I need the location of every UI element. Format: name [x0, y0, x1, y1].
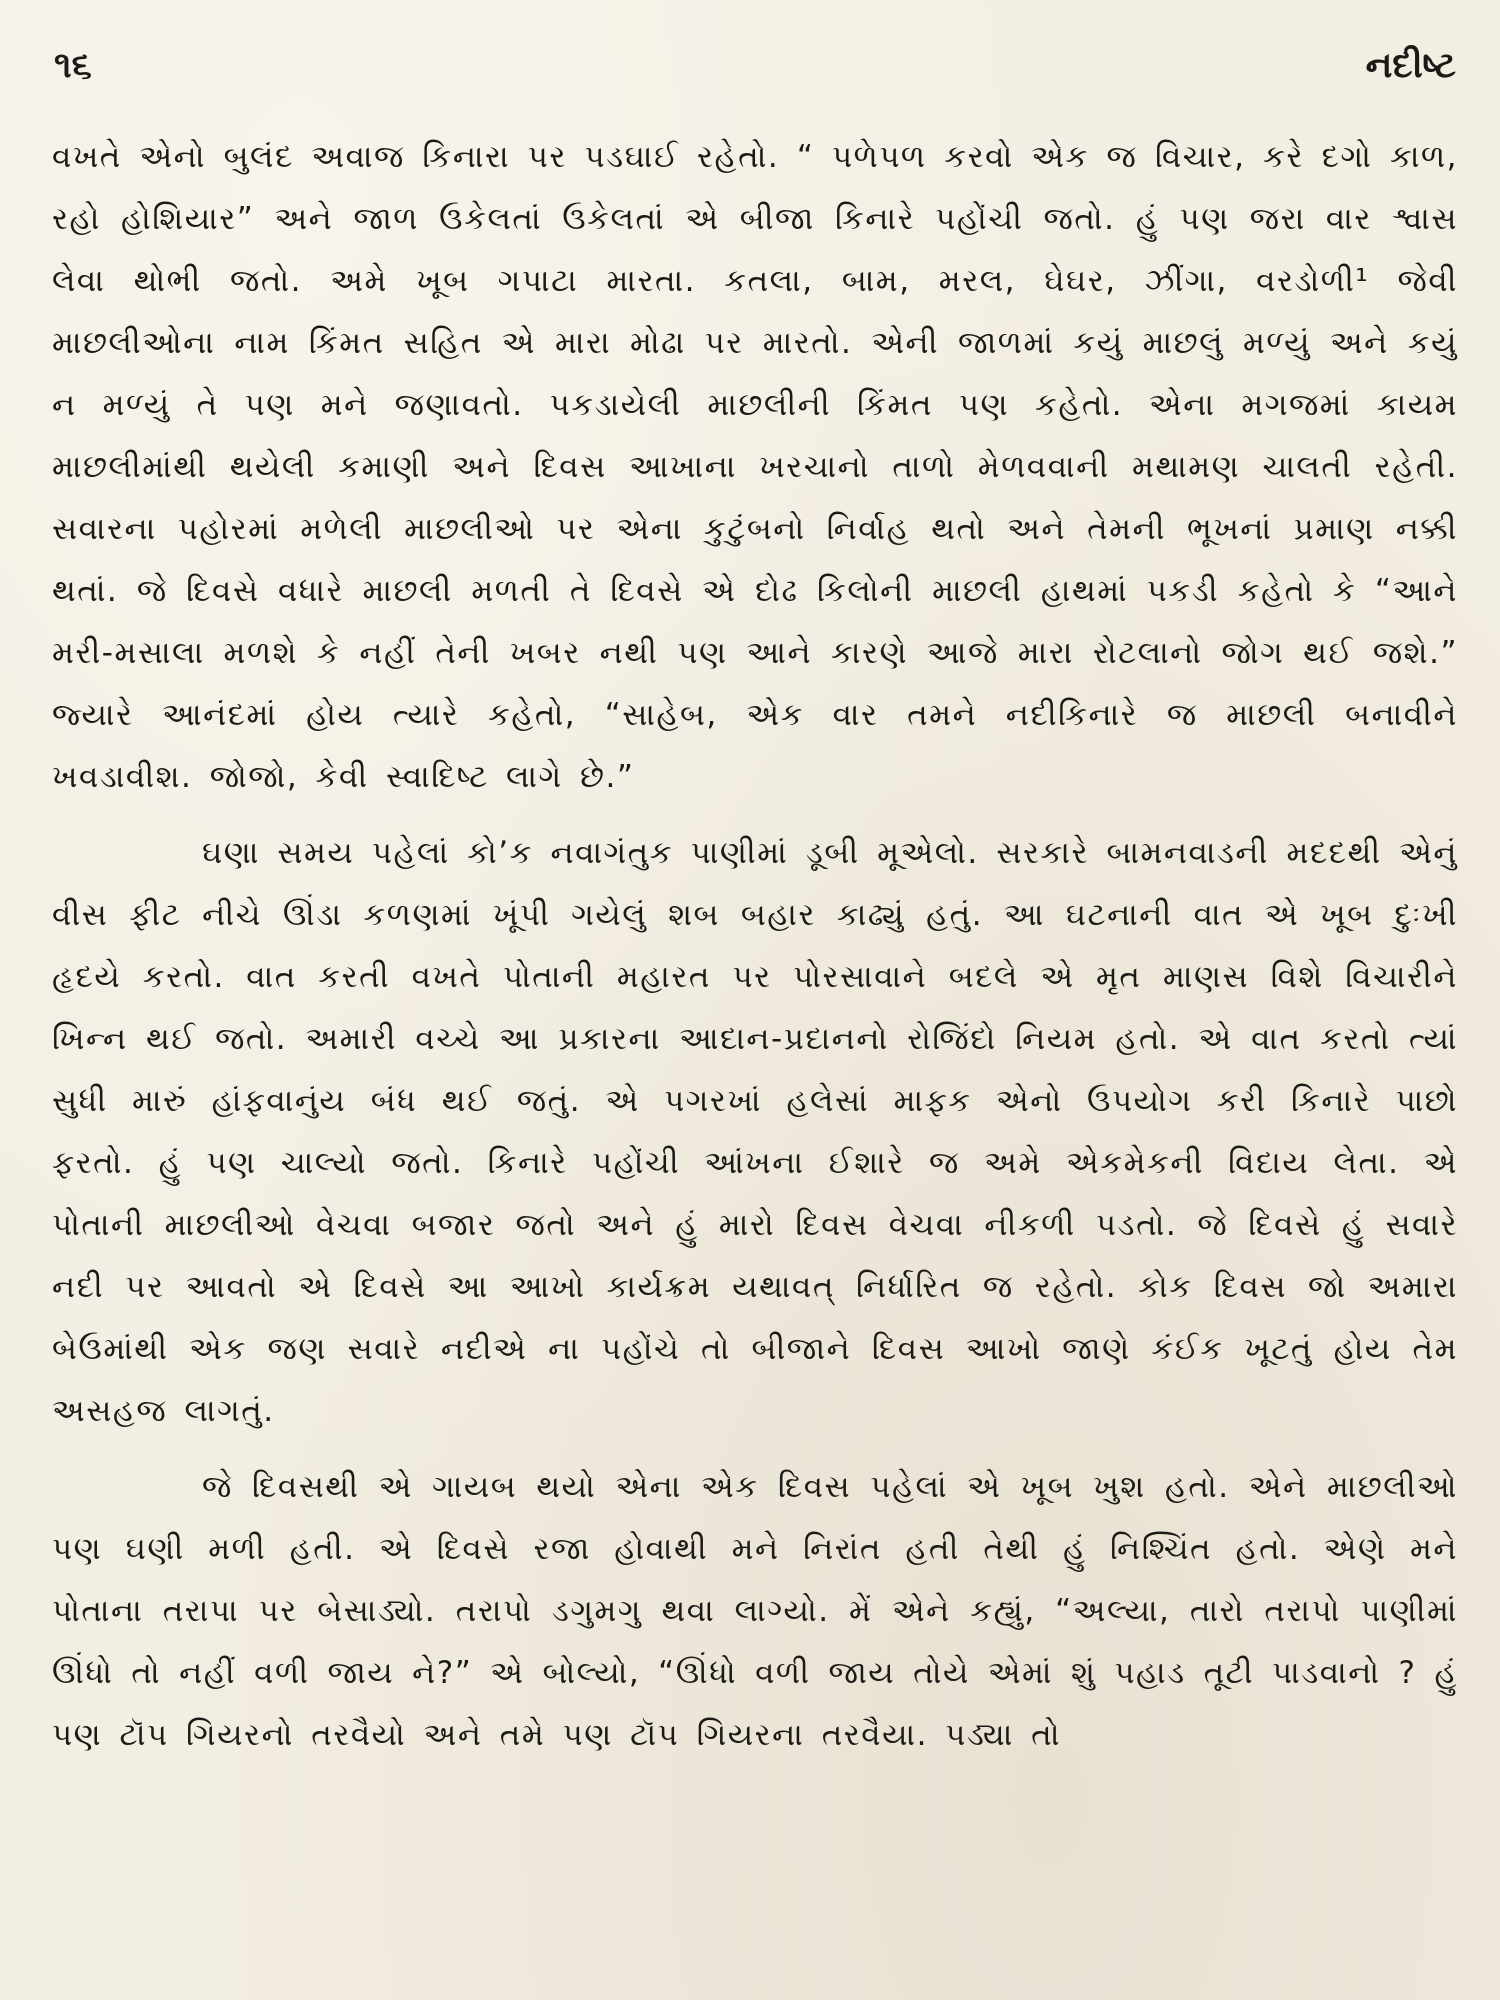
page-header: [52, 34, 1458, 98]
paragraph-2: ઘણા સમય પહેલાં કો’ક નવાગંતુક પાણીમાં ડૂબી મૂએલો. સરકારે બામનવાડની મદદથી એનું વીસ ફીટ નીચે ઊંડા કળણમાં ખૂંપી ગયેલું શબ બહાર કાઢ્યું હતું. આ ઘટનાની વાત એ ખૂબ દુઃખી હૃદયે કરતો. વાત કરતી વખતે પોતાની મહારત પર પોરસાવાને બદલે એ મૃત માણસ વિશે વિચારીને ખિન્ન થઈ જતો. અમારી વચ્ચે આ પ્રકારના આદાન-પ્રદાનનો રોજિંદો નિયમ હતો. એ વાત કરતો ત્યાં સુધી મારું હાંફવાનુંય બંધ થઈ જતું. એ પગરખાં હલેસાં માફક એનો ઉપયોગ કરી કિનારે પાછો ફરતો. હું પણ ચાલ્યો જતો. કિનારે પહોંચી આંખના ઈશારે જ અમે એકમેકની વિદાય લેતા. એ પોતાની માછલીઓ વેચવા બજાર જતો અને હું મારો દિવસ વેચવા નીકળી પડતો. જે દિવસે હું સવારે નદી પર આવતો એ દિવસે આ આખો કાર્યક્રમ યથાવત્ નિર્ધારિત જ રહેતો. કોક દિવસ જો અમારા બેઉમાંથી એક જણ સવારે નદીએ ના પહોંચે તો બીજાને દિવસ આખો જાણે કંઈક ખૂટતું હોય તેમ અસહજ લાગતું.: [52, 835, 1458, 1429]
paragraph-1: વખતે એનો બુલંદ અવાજ કિનારા પર પડઘાઈ રહેતો. “ પળેપળ કરવો એક જ વિચાર, કરે દગો કાળ, રહો હોશિયાર” અને જાળ ઉકેલતાં ઉકેલતાં એ બીજા કિનારે પહોંચી જતો. હું પણ જરા વાર શ્વાસ લેવા થોભી જતો. અમે ખૂબ ગપાટા મારતા. કતલા, બામ, મરલ, ઘેઘર, ઝીંગા, વરડોળી¹ જેવી માછલીઓના નામ કિંમત સહિત એ મારા મોઢા પર મારતો. એની જાળમાં કયું માછલું મળ્યું અને કયું ન મળ્યું તે પણ મને જણાવતો. પકડાયેલી માછલીની કિંમત પણ કહેતો. એના મગજમાં કાયમ માછલીમાંથી થયેલી કમાણી અને દિવસ આખાના ખરચાનો તાળો મેળવવાની મથામણ ચાલતી રહેતી. સવારના પહોરમાં મળેલી માછલીઓ પર એના કુટુંબનો નિર્વાહ થતો અને તેમની ભૂખનાં પ્રમાણ નક્કી થતાં. જે દિવસે વધારે માછલી મળતી તે દિવસે એ દોઢ કિલોની માછલી હાથમાં પકડી કહેતો કે “આને મરી-મસાલા મળશે કે નહીં તેની ખબર નથી પણ આને કારણે આજે મારા રોટલાનો જોગ થઈ જશે.” જ્યારે આનંદમાં હોય ત્યારે કહેતો, “સાહેબ, એક વાર તમને નદીકિનારે જ માછલી બનાવીને ખવડાવીશ. જોજો, કેવી સ્વાદિષ્ટ લાગે છે.”: [52, 139, 1458, 795]
page-number: ૧૬: [54, 45, 92, 86]
body-text: [52, 126, 1458, 1766]
paragraph-3: જે દિવસથી એ ગાયબ થયો એના એક દિવસ પહેલાં એ ખૂબ ખુશ હતો. એને માછલીઓ પણ ઘણી મળી હતી. એ દિવસે રજા હોવાથી મને નિરાંત હતી તેથી હું નિશ્ચિંત હતો. એણે મને પોતાના તરાપા પર બેસાડ્યો. તરાપો ડગુમગુ થવા લાગ્યો. મેં એને કહ્યું, “અલ્યા, તારો તરાપો પાણીમાં ઊંધો તો નહીં વળી જાય ને?” એ બોલ્યો, “ઊંધો વળી જાય તોયે એમાં શું પહાડ તૂટી પાડવાનો ? હું પણ ટૉપ ગિયરનો તરવૈયો અને તમે પણ ટૉપ ગિયરના તરવૈયા. પડ્યા તો: [52, 1469, 1458, 1753]
running-title: નદીષ્ટ: [1365, 45, 1456, 86]
